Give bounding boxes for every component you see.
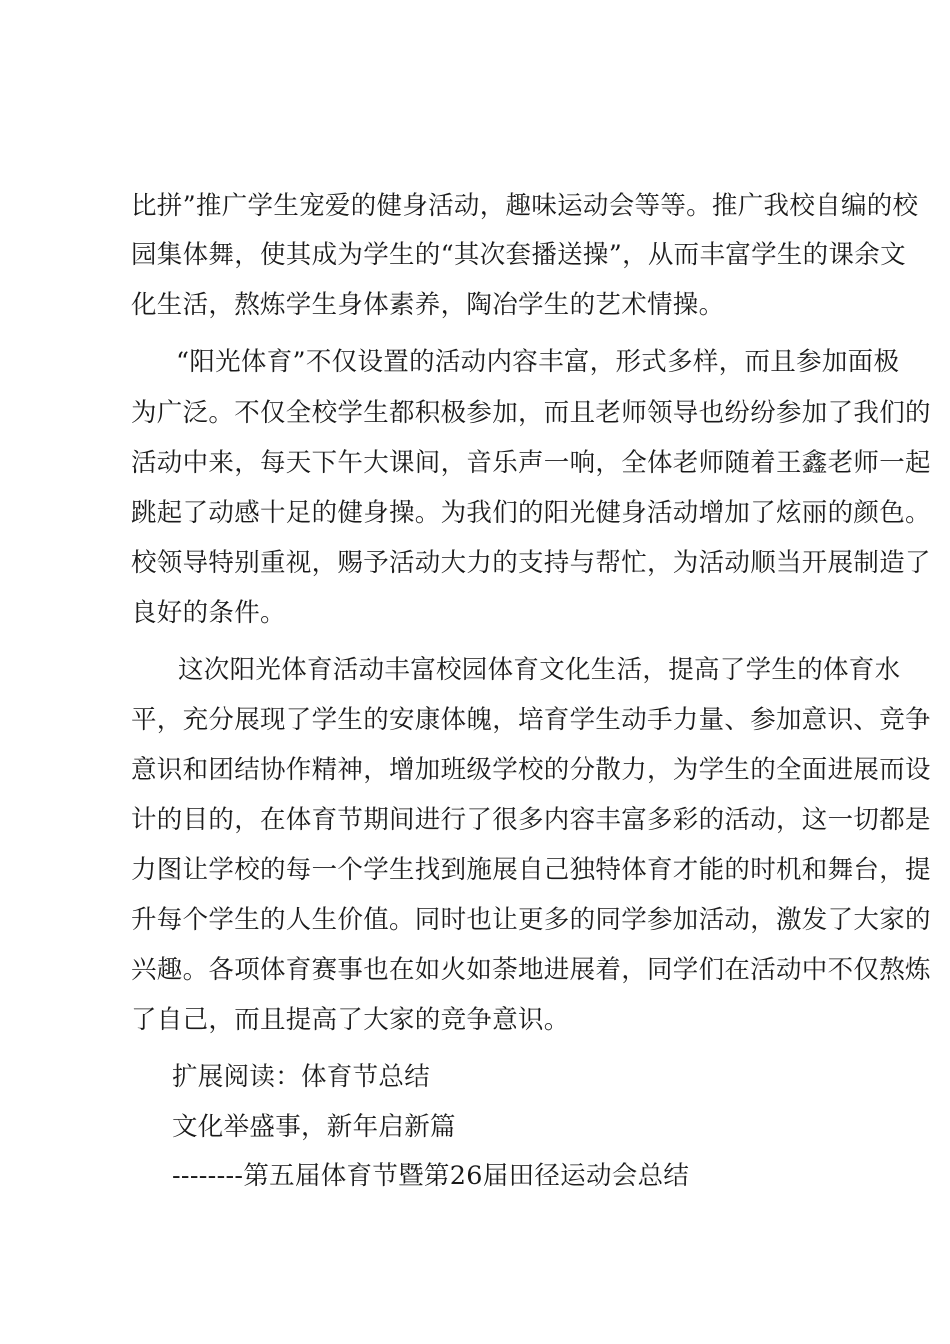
section-title: 文化举盛事，新年启新篇 <box>172 1112 456 1142</box>
paragraph-3-line-2: 平，充分展现了学生的安康体魄，培育学生动手力量、参加意识、竞争 <box>131 705 931 735</box>
paragraph-2-line-6: 良好的条件。 <box>131 598 286 628</box>
section-subtitle: --------第五届体育节暨第26届田径运动会总结 <box>172 1161 690 1191</box>
paragraph-2-line-1: “阳光体育”不仅设置的活动内容丰富，形式多样，而且参加面极 <box>176 347 900 377</box>
paragraph-2-line-3: 活动中来，每天下午大课间，音乐声一响，全体老师随着王鑫老师一起 <box>131 448 931 478</box>
paragraph-1-line-2: 园集体舞，使其成为学生的“其次套播送操”，从而丰富学生的课余文 <box>131 240 906 270</box>
paragraph-2-line-2: 为广泛。不仅全校学生都积极参加，而且老师领导也纷纷参加了我们的 <box>131 398 931 428</box>
paragraph-3-line-3: 意识和团结协作精神，增加班级学校的分散力，为学生的全面进展而设 <box>131 755 931 785</box>
paragraph-2-line-5: 校领导特别重视，赐予活动大力的支持与帮忙，为活动顺当开展制造了 <box>131 548 931 578</box>
paragraph-3-line-1: 这次阳光体育活动丰富校园体育文化生活，提高了学生的体育水 <box>178 655 901 685</box>
paragraph-3-line-8: 了自己，而且提高了大家的竞争意识。 <box>131 1005 570 1035</box>
paragraph-3-line-5: 力图让学校的每一个学生找到施展自己独特体育才能的时机和舞台，提 <box>131 855 931 885</box>
paragraph-3-line-7: 兴趣。各项体育赛事也在如火如荼地进展着，同学们在活动中不仅熬炼 <box>131 955 931 985</box>
extended-reading-heading: 扩展阅读：体育节总结 <box>172 1062 431 1092</box>
paragraph-1-line-3: 化生活，熬炼学生身体素养，陶冶学生的艺术情操。 <box>131 290 725 320</box>
paragraph-1-line-1: 比拼”推广学生宠爱的健身活动，趣味运动会等等。推广我校自编的校 <box>131 191 919 221</box>
paragraph-3-line-6: 升每个学生的人生价值。同时也让更多的同学参加活动，激发了大家的 <box>131 905 931 935</box>
paragraph-3-line-4: 计的目的，在体育节期间进行了很多内容丰富多彩的活动，这一切都是 <box>131 805 931 835</box>
paragraph-2-line-4: 跳起了动感十足的健身操。为我们的阳光健身活动增加了炫丽的颜色。 <box>131 498 931 528</box>
